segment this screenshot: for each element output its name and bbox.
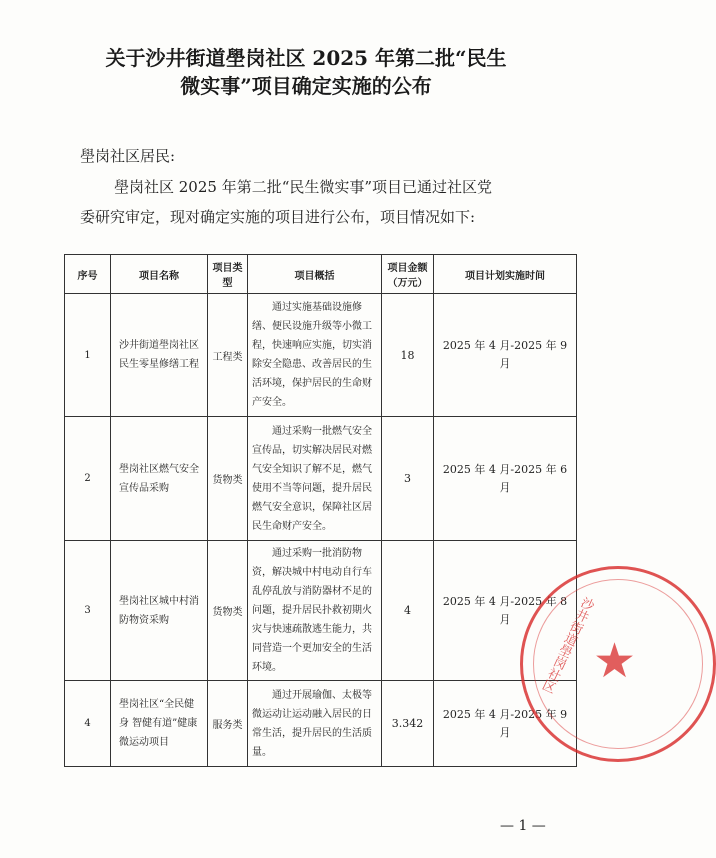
row-name: 壆岗社区“全民健身 智健有道”健康微运动项目 (111, 681, 208, 767)
greeting: 壆岗社区居民: (80, 147, 176, 165)
document-title (0, 44, 612, 100)
table-row (65, 294, 577, 417)
header-time: 项目计划实施时间 (434, 255, 577, 294)
header-amount: 项目金额（万元） (382, 255, 434, 294)
intro-line-2: 委研究审定，现对确定实施的项目进行公布，项目情况如下: (80, 208, 476, 226)
header-type: 项目类型 (208, 255, 248, 294)
title-line-2: 微实事”项目确定实施的公布 (180, 74, 432, 98)
row-name: 壆岗社区城中村消防物资采购 (111, 541, 208, 681)
row-name: 沙井街道壆岗社区民生零星修缮工程 (111, 294, 208, 417)
row-time: 2025 年 4 月-2025 年 9 月 (434, 681, 577, 767)
row-no: 1 (65, 294, 111, 417)
seal-text: 沙井街道壆岗社区 (538, 593, 596, 695)
row-type: 服务类 (208, 681, 248, 767)
table-row (65, 541, 577, 681)
header-no: 序号 (65, 255, 111, 294)
header-desc: 项目概括 (248, 255, 382, 294)
row-type: 货物类 (208, 541, 248, 681)
row-name: 壆岗社区燃气安全宣传品采购 (111, 417, 208, 541)
row-no: 4 (65, 681, 111, 767)
row-no: 3 (65, 541, 111, 681)
row-time: 2025 年 4 月-2025 年 9 月 (434, 294, 577, 417)
title-line-1: 关于沙井街道壆岗社区 2025 年第二批“民生 (105, 46, 507, 70)
intro-paragraph (80, 172, 550, 232)
row-no: 2 (65, 417, 111, 541)
intro-line-1: 壆岗社区 2025 年第二批“民生微实事”项目已通过社区党 (114, 178, 493, 196)
table-row (65, 417, 577, 541)
row-desc: 通过开展瑜伽、太极等微运动让运动融入居民的日常生活，提升居民的生活质量。 (248, 681, 382, 767)
row-time: 2025 年 4 月-2025 年 6 月 (434, 417, 577, 541)
row-desc: 通过采购一批消防物资，解决城中村电动自行车乱停乱放与消防器材不足的问题，提升居民扑救初期火灾与快速疏散逃生能力，共同营造一个更加安全的生活环境。 (248, 541, 382, 681)
row-desc: 通过采购一批燃气安全宣传品，切实解决居民对燃气安全知识了解不足，燃气使用不当等问题，提升居民燃气安全意识，保障社区居民生命财产安全。 (248, 417, 382, 541)
row-amount: 3 (382, 417, 434, 541)
table-row (65, 681, 577, 767)
project-table (64, 254, 577, 767)
row-amount: 3.342 (382, 681, 434, 767)
header-name: 项目名称 (111, 255, 208, 294)
row-amount: 18 (382, 294, 434, 417)
row-type: 工程类 (208, 294, 248, 417)
table-header-row (65, 255, 577, 294)
row-time: 2025 年 4 月-2025 年 8 月 (434, 541, 577, 681)
row-amount: 4 (382, 541, 434, 681)
star-icon: ★ (593, 633, 637, 689)
row-desc: 通过实施基础设施修缮、便民设施升级等小微工程，快速响应实施，切实消除安全隐患、改善居民的生活环境，保护居民的生命财产安全。 (248, 294, 382, 417)
row-type: 货物类 (208, 417, 248, 541)
page-number: — 1 — (500, 818, 546, 834)
official-seal (520, 566, 716, 762)
